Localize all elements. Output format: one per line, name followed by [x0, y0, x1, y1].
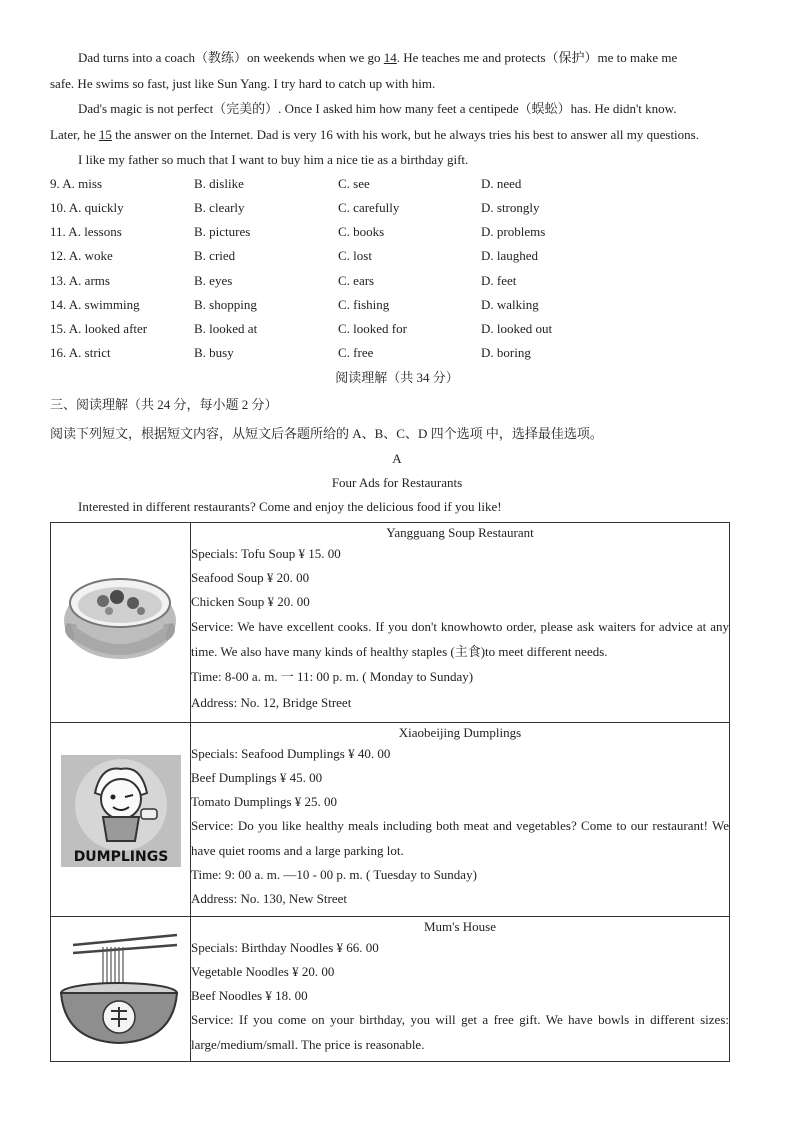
restaurant-image-cell	[51, 917, 191, 1062]
option-b: B. busy	[194, 345, 234, 360]
option-d: D. laughed	[481, 248, 539, 263]
restaurant-ads-table	[50, 522, 730, 1062]
restaurant-name: Mum's House	[423, 919, 497, 934]
passage-text: . He teaches me and protects（保护）me to make me	[396, 50, 678, 65]
special-item: Seafood Soup ¥ 20. 00	[191, 570, 310, 585]
passage-text: Later, he	[50, 127, 99, 142]
noodle-bowl-icon	[59, 933, 182, 1053]
restaurant-name: Yangguang Soup Restaurant	[386, 525, 534, 540]
option-a: 10. A. quickly	[50, 200, 124, 215]
reading-heading: 阅读理解（共 34 分）	[335, 370, 459, 385]
special-item: Specials: Birthday Noodles ¥ 66. 00	[191, 940, 379, 955]
special-item: Chicken Soup ¥ 20. 00	[191, 594, 310, 609]
dumpling-mascot-icon	[61, 755, 182, 871]
option-b: B. cried	[194, 248, 236, 263]
special-item: Beef Noodles ¥ 18. 00	[191, 988, 308, 1003]
service-text: Service: We have excellent cooks. If you don't knowhowto order, please ask waiters for advice at any time. We also have many kinds of healthy staples (主食)to meet different needs.	[191, 619, 729, 659]
option-c: C. lost	[338, 248, 372, 263]
restaurant-name: Xiaobeijing Dumplings	[398, 725, 522, 740]
blank-14: 14	[383, 50, 397, 65]
special-item: Beef Dumplings ¥ 45. 00	[191, 770, 323, 785]
instruction: 阅读下列短文，根据短文内容，从短文后各题所给的 A、B、C、D 四个选项 中，选择最佳选项。	[50, 426, 603, 441]
passage-letter: A	[392, 451, 402, 466]
passage-title: Four Ads for Restaurants	[331, 475, 463, 490]
opening-time: Time: 9: 00 a. m. —10 - 00 p. m. ( Tuesday to Sunday)	[191, 867, 477, 882]
option-a: 11. A. lessons	[50, 224, 122, 239]
option-c: C. books	[338, 224, 385, 239]
option-c: C. looked for	[338, 321, 407, 336]
dumplings-logo-text: DUMPLINGS	[73, 849, 169, 865]
option-d: D. walking	[481, 297, 539, 312]
option-b: B. clearly	[194, 200, 245, 215]
option-b: B. eyes	[194, 273, 233, 288]
special-item: Specials: Seafood Dumplings ¥ 40. 00	[191, 746, 391, 761]
passage-line-2: safe. He swims so fast, just like Sun Yang. I try hard to catch up with him.	[50, 76, 436, 91]
restaurant-image-cell	[51, 723, 191, 917]
option-c: C. see	[338, 176, 370, 191]
restaurant-row	[51, 723, 730, 917]
option-a: 16. A. strict	[50, 345, 111, 360]
option-c: C. free	[338, 345, 374, 360]
passage-text: the answer on the Internet. Dad is very 16 with his work, but he always tries his best to answer all my questions.	[111, 127, 699, 142]
option-d: D. feet	[481, 273, 517, 288]
address: Address: No. 12, Bridge Street	[191, 695, 352, 710]
option-a: 9. A. miss	[50, 176, 103, 191]
address: Address: No. 130, New Street	[191, 891, 347, 906]
special-item: Tomato Dumplings ¥ 25. 00	[191, 794, 338, 809]
restaurant-info	[191, 917, 730, 1062]
option-a: 12. A. woke	[50, 248, 113, 263]
soup-pot-icon	[59, 561, 182, 675]
restaurant-row	[51, 523, 730, 723]
passage-line-3: Dad's magic is not perfect（完美的）. Once I asked him how many feet a centipede（蜈蚣）has. He didn't know.	[78, 101, 677, 116]
option-c: C. carefully	[338, 200, 400, 215]
option-b: B. looked at	[194, 321, 258, 336]
option-d: D. need	[481, 176, 522, 191]
service-text: Service: If you come on your birthday, you will get a free gift. We have bowls in different sizes: large/medium/small. The price is reasonable.	[191, 1012, 729, 1052]
option-d: D. problems	[481, 224, 546, 239]
option-c: C. fishing	[338, 297, 390, 312]
option-c: C. ears	[338, 273, 375, 288]
restaurant-row	[51, 917, 730, 1062]
opening-time: Time: 8-00 a. m. 一 11: 00 p. m. ( Monday to Sunday)	[191, 669, 474, 684]
intro-line: Interested in different restaurants? Come and enjoy the delicious food if you like!	[78, 499, 502, 514]
passage-line-5: I like my father so much that I want to buy him a nice tie as a birthday gift.	[78, 152, 469, 167]
option-a: 14. A. swimming	[50, 297, 140, 312]
blank-15: 15	[98, 127, 112, 142]
restaurant-image-cell	[51, 523, 191, 723]
option-b: B. dislike	[194, 176, 244, 191]
service-text: Service: Do you like healthy meals including both meat and vegetables? Come to our restaurant! We have quiet rooms and a large parking lot.	[191, 818, 729, 858]
option-a: 13. A. arms	[50, 273, 110, 288]
special-item: Vegetable Noodles ¥ 20. 00	[191, 964, 335, 979]
restaurant-info	[191, 523, 730, 723]
option-d: D. strongly	[481, 200, 540, 215]
section-title: 三、阅读理解（共 24 分，每小题 2 分）	[50, 397, 278, 412]
passage-line-1	[78, 50, 677, 66]
restaurant-info	[191, 723, 730, 917]
passage-line-4	[50, 127, 699, 143]
passage-text: Dad turns into a coach（教练）on weekends when we go	[78, 50, 384, 65]
special-item: Specials: Tofu Soup ¥ 15. 00	[191, 546, 341, 561]
option-d: D. looked out	[481, 321, 553, 336]
option-b: B. shopping	[194, 297, 257, 312]
option-b: B. pictures	[194, 224, 251, 239]
option-d: D. boring	[481, 345, 531, 360]
option-a: 15. A. looked after	[50, 321, 148, 336]
